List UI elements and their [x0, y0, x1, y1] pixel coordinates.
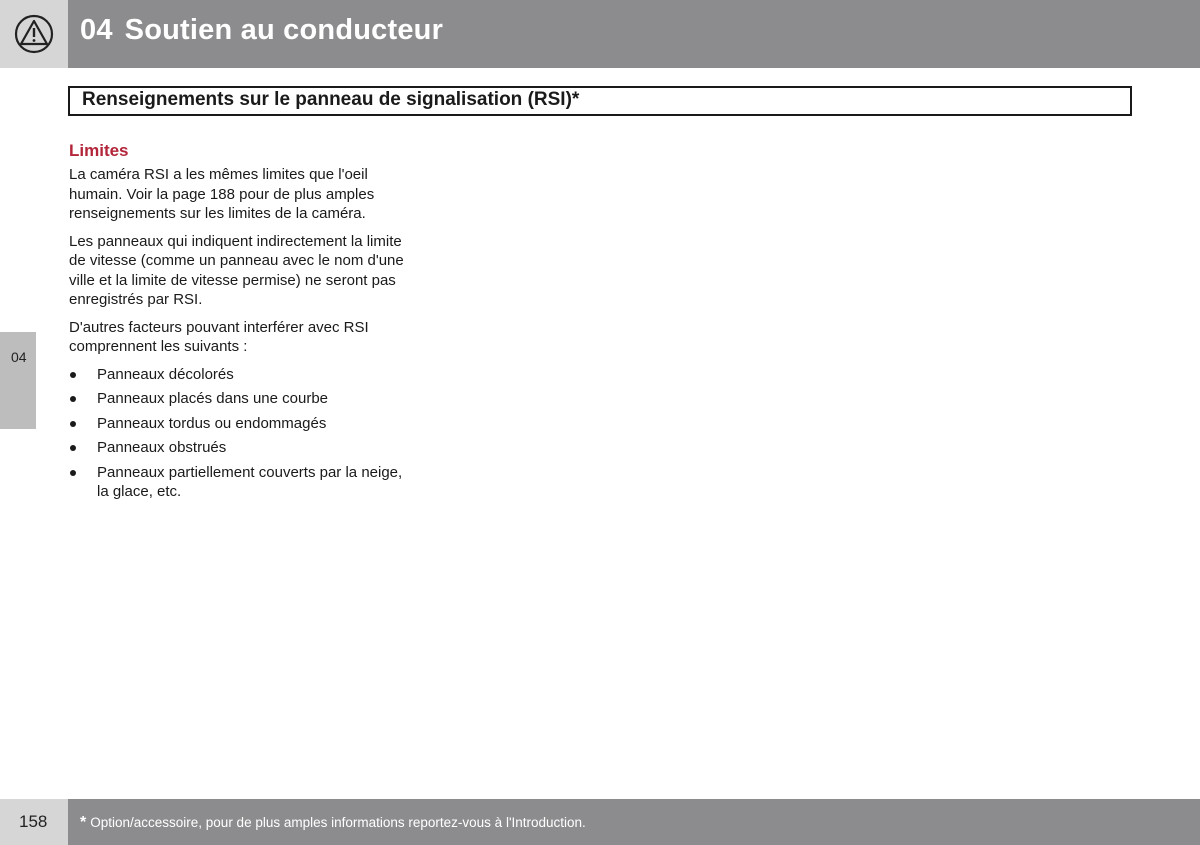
chapter-title-text: Soutien au conducteur [124, 14, 444, 46]
footnote-text: Option/accessoire, pour de plus amples informations reportez-vous à l'Introduction. [90, 815, 586, 830]
main-content [69, 141, 409, 507]
list-item [69, 365, 409, 385]
bullet-dot-icon [70, 396, 76, 402]
list-item-text: Panneaux obstrués [97, 439, 227, 456]
bullet-dot-icon [70, 445, 76, 451]
chapter-side-tab [0, 332, 36, 429]
list-item-text: Panneaux décolorés [97, 365, 234, 383]
footnote-star: * [80, 814, 87, 831]
list-item [69, 389, 409, 409]
paragraph: La caméra RSI a les mêmes limites que l'oeil humain. Voir la page 188 pour de plus amples renseignements sur les limites de la caméra. [69, 166, 375, 222]
paragraph: Les panneaux qui indiquent indirectement la limite de vitesse (comme un panneau avec le nom d'une ville et la limite de vitesse permise) ne seront pas enregistrés par RSI. [69, 232, 404, 308]
list-item [69, 414, 409, 434]
subheading-limites: Limites [69, 141, 129, 160]
list-item-text: Panneaux placés dans une courbe [97, 390, 329, 407]
section-title-box [68, 86, 1132, 116]
header-icon-box [0, 0, 68, 68]
list-item [69, 463, 409, 502]
factors-list [69, 365, 409, 502]
chapter-side-tab-label: 04 [11, 349, 27, 365]
list-item [69, 438, 409, 458]
bullet-dot-icon [70, 421, 76, 427]
list-item-text: Panneaux tordus ou endommagés [97, 414, 327, 432]
chapter-title [80, 14, 443, 47]
bullet-dot-icon [70, 470, 76, 476]
page-number: 158 [19, 812, 48, 831]
paragraph: D'autres facteurs pouvant interférer avec RSI comprennent les suivants : [69, 318, 369, 355]
footnote [80, 814, 586, 832]
warning-triangle-icon [14, 14, 54, 54]
list-item-text: Panneaux partiellement couverts par la neige, la glace, etc. [97, 463, 403, 500]
chapter-number: 04 [80, 14, 113, 46]
section-title: Renseignements sur le panneau de signalisation (RSI)* [82, 89, 580, 110]
bullet-dot-icon [70, 372, 76, 378]
